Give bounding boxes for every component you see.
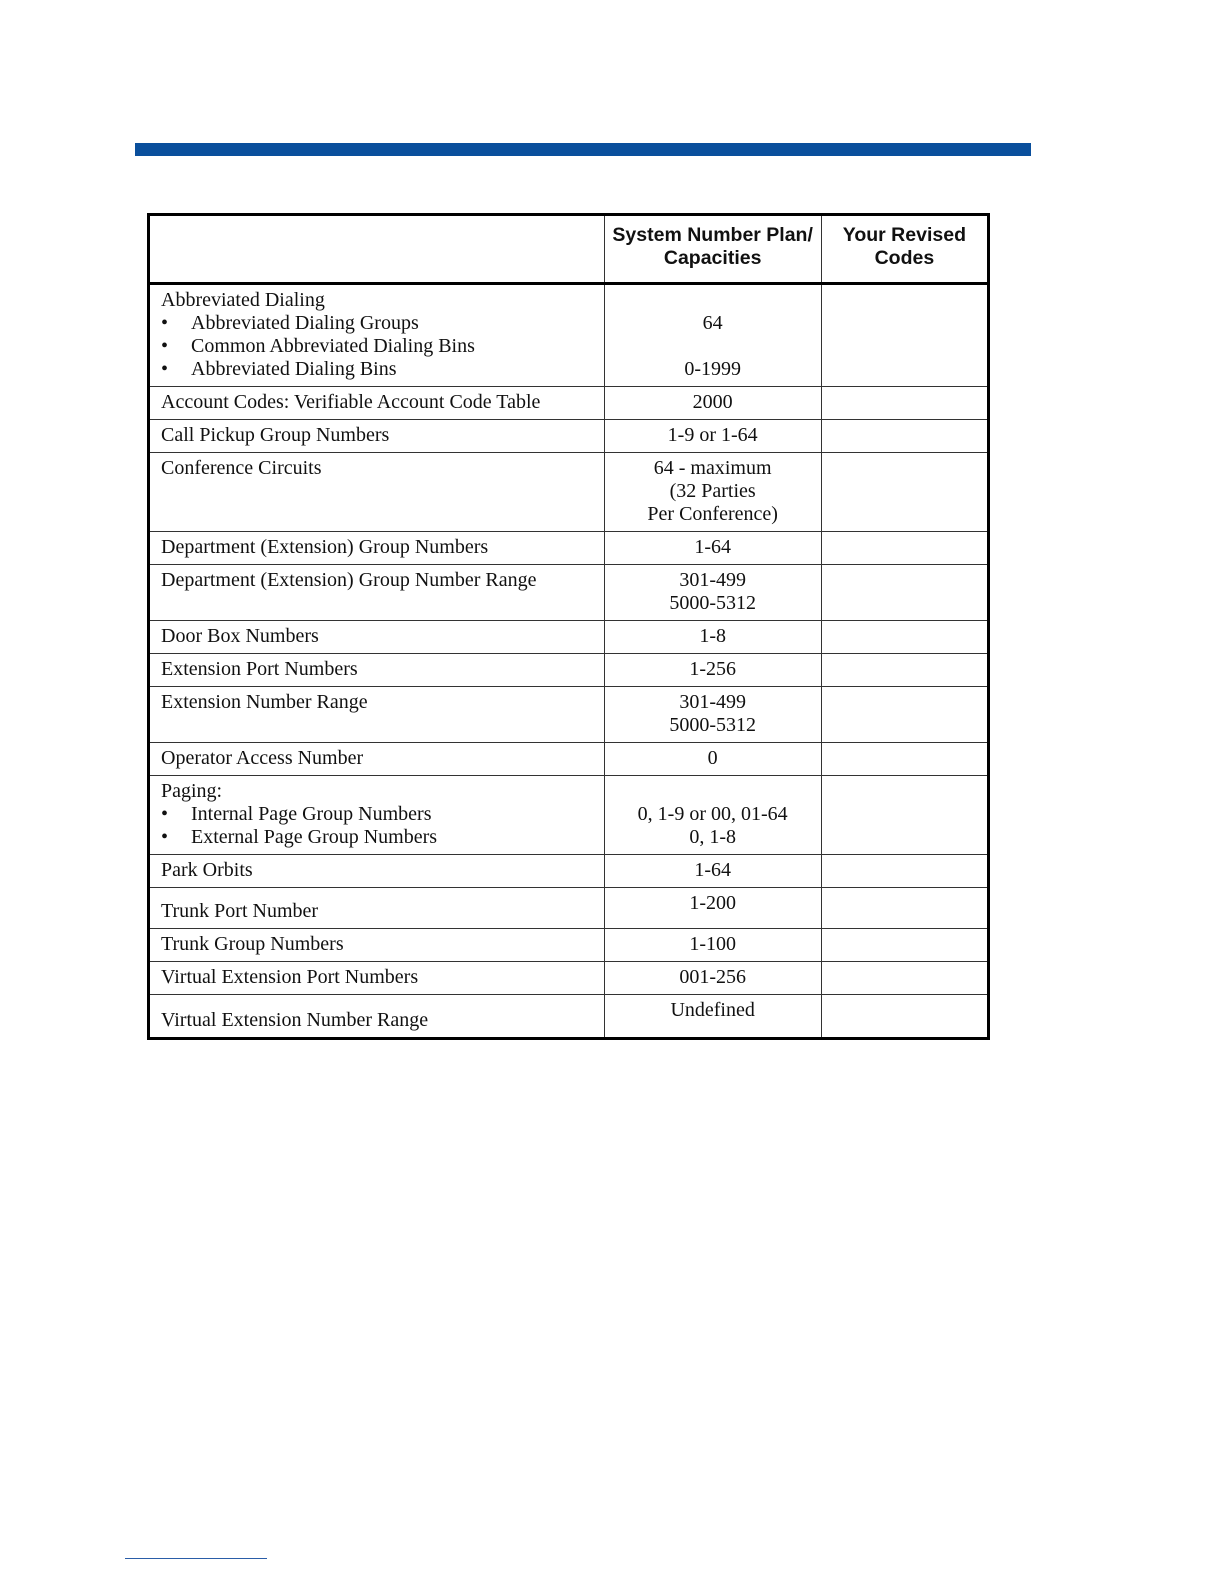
feature-cell [149, 776, 605, 855]
feature-label: Park Orbits [161, 859, 253, 881]
feature-cell [149, 743, 605, 776]
bullet-text: Abbreviated Dialing Bins [191, 358, 397, 380]
table-row [149, 284, 989, 387]
capacity-value: 1-8 [699, 625, 726, 647]
revised-code-cell [821, 929, 988, 962]
capacity-cell [604, 743, 821, 776]
revised-code-cell [821, 743, 988, 776]
feature-bullet-item [161, 803, 596, 826]
capacity-cell [604, 855, 821, 888]
capacity-value [611, 289, 815, 312]
capacity-value: 5000-5312 [669, 714, 756, 736]
capacity-value: 64 - maximum [653, 457, 772, 479]
capacity-value [611, 780, 815, 803]
bullet-text: Internal Page Group Numbers [191, 803, 432, 825]
table-row [149, 453, 989, 532]
capacity-cell [604, 687, 821, 743]
feature-bullet-item [161, 312, 596, 335]
revised-code-cell [821, 855, 988, 888]
feature-cell [149, 929, 605, 962]
capacity-value: Per Conference) [647, 503, 778, 525]
feature-cell [149, 565, 605, 621]
feature-label: Paging: [161, 780, 223, 802]
revised-code-cell [821, 621, 988, 654]
feature-label: Operator Access Number [161, 747, 364, 769]
bullet-icon: • [161, 335, 169, 357]
feature-label: Call Pickup Group Numbers [161, 424, 390, 446]
header-revised-line: Codes [874, 247, 935, 269]
bullet-text: Common Abbreviated Dialing Bins [191, 335, 475, 357]
bullet-icon: • [161, 826, 169, 848]
capacity-cell [604, 654, 821, 687]
feature-label: Department (Extension) Group Number Range [161, 569, 537, 591]
feature-cell [149, 453, 605, 532]
footer-rule [125, 1558, 267, 1559]
bullet-icon: • [161, 358, 169, 380]
feature-cell [149, 962, 605, 995]
revised-code-cell [821, 284, 988, 387]
revised-code-cell [821, 453, 988, 532]
feature-cell [149, 654, 605, 687]
bullet-icon: • [161, 803, 169, 825]
capacity-value: (32 Parties [669, 480, 756, 502]
feature-label: Extension Number Range [161, 691, 368, 713]
capacity-value: 0, 1-8 [689, 826, 736, 848]
capacity-value: 1-256 [689, 658, 736, 680]
table-row [149, 420, 989, 453]
revised-code-cell [821, 776, 988, 855]
capacity-cell [604, 387, 821, 420]
feature-cell [149, 687, 605, 743]
feature-bullet-item [161, 335, 596, 358]
table-row [149, 687, 989, 743]
table-header-row [149, 215, 989, 284]
feature-label: Account Codes: Verifiable Account Code Table [161, 391, 541, 413]
capacity-cell [604, 532, 821, 565]
revised-code-cell [821, 995, 988, 1039]
feature-label: Department (Extension) Group Numbers [161, 536, 489, 558]
capacity-value: 1-64 [694, 859, 731, 881]
bullet-text: Abbreviated Dialing Groups [191, 312, 419, 334]
feature-label: Virtual Extension Number Range [161, 1009, 429, 1031]
capacity-value: 1-9 or 1-64 [667, 424, 758, 446]
feature-label: Abbreviated Dialing [161, 289, 325, 311]
header-revised-line: Your Revised [842, 224, 966, 246]
revised-code-cell [821, 565, 988, 621]
capacity-cell [604, 888, 821, 929]
header-plan-line: System Number Plan/ [612, 224, 813, 246]
header-plan [604, 215, 821, 284]
header-plan-line: Capacities [663, 247, 762, 269]
feature-cell [149, 420, 605, 453]
header-feature [149, 215, 605, 284]
capacity-value: 1-64 [694, 536, 731, 558]
capacity-cell [604, 453, 821, 532]
feature-label: Extension Port Numbers [161, 658, 358, 680]
capacity-cell [604, 420, 821, 453]
capacity-cell [604, 962, 821, 995]
table-row [149, 532, 989, 565]
capacity-cell [604, 929, 821, 962]
capacity-value: 64 [702, 312, 723, 334]
table-row [149, 743, 989, 776]
capacity-value: 0, 1-9 or 00, 01-64 [637, 803, 788, 825]
revised-code-cell [821, 532, 988, 565]
number-plan-table [147, 213, 990, 1040]
capacity-value: Undefined [670, 999, 755, 1021]
feature-label: Conference Circuits [161, 457, 322, 479]
table-row [149, 565, 989, 621]
table-row [149, 654, 989, 687]
feature-cell [149, 387, 605, 420]
feature-label: Virtual Extension Port Numbers [161, 966, 419, 988]
header-revised [821, 215, 988, 284]
header-bar [135, 143, 1031, 156]
feature-bullet-item [161, 826, 596, 849]
capacity-value: 2000 [692, 391, 733, 413]
revised-code-cell [821, 387, 988, 420]
capacity-value: 5000-5312 [669, 592, 756, 614]
capacity-cell [604, 565, 821, 621]
feature-cell [149, 621, 605, 654]
feature-bullet-item [161, 358, 596, 381]
feature-label: Trunk Port Number [161, 900, 319, 922]
capacity-value [611, 335, 815, 358]
revised-code-cell [821, 962, 988, 995]
feature-cell [149, 995, 605, 1039]
capacity-cell [604, 284, 821, 387]
table-row [149, 621, 989, 654]
feature-cell [149, 888, 605, 929]
capacity-cell [604, 776, 821, 855]
feature-label: Door Box Numbers [161, 625, 319, 647]
capacity-value: 001-256 [679, 966, 746, 988]
table-row [149, 776, 989, 855]
capacity-cell [604, 995, 821, 1039]
table-row [149, 387, 989, 420]
table-row [149, 888, 989, 929]
revised-code-cell [821, 888, 988, 929]
capacity-value: 1-200 [689, 892, 736, 914]
capacity-value: 1-100 [689, 933, 736, 955]
table-row [149, 929, 989, 962]
table-row [149, 962, 989, 995]
capacity-value: 301-499 [679, 691, 746, 713]
table-body [149, 284, 989, 1039]
capacity-value: 301-499 [679, 569, 746, 591]
revised-code-cell [821, 654, 988, 687]
capacity-value: 0-1999 [684, 358, 741, 380]
revised-code-cell [821, 420, 988, 453]
revised-code-cell [821, 687, 988, 743]
bullet-text: External Page Group Numbers [191, 826, 438, 848]
feature-cell [149, 855, 605, 888]
feature-label: Trunk Group Numbers [161, 933, 344, 955]
capacity-value: 0 [707, 747, 718, 769]
feature-cell [149, 532, 605, 565]
feature-cell [149, 284, 605, 387]
table-row [149, 995, 989, 1039]
capacity-cell [604, 621, 821, 654]
bullet-icon: • [161, 312, 169, 334]
table-row [149, 855, 989, 888]
